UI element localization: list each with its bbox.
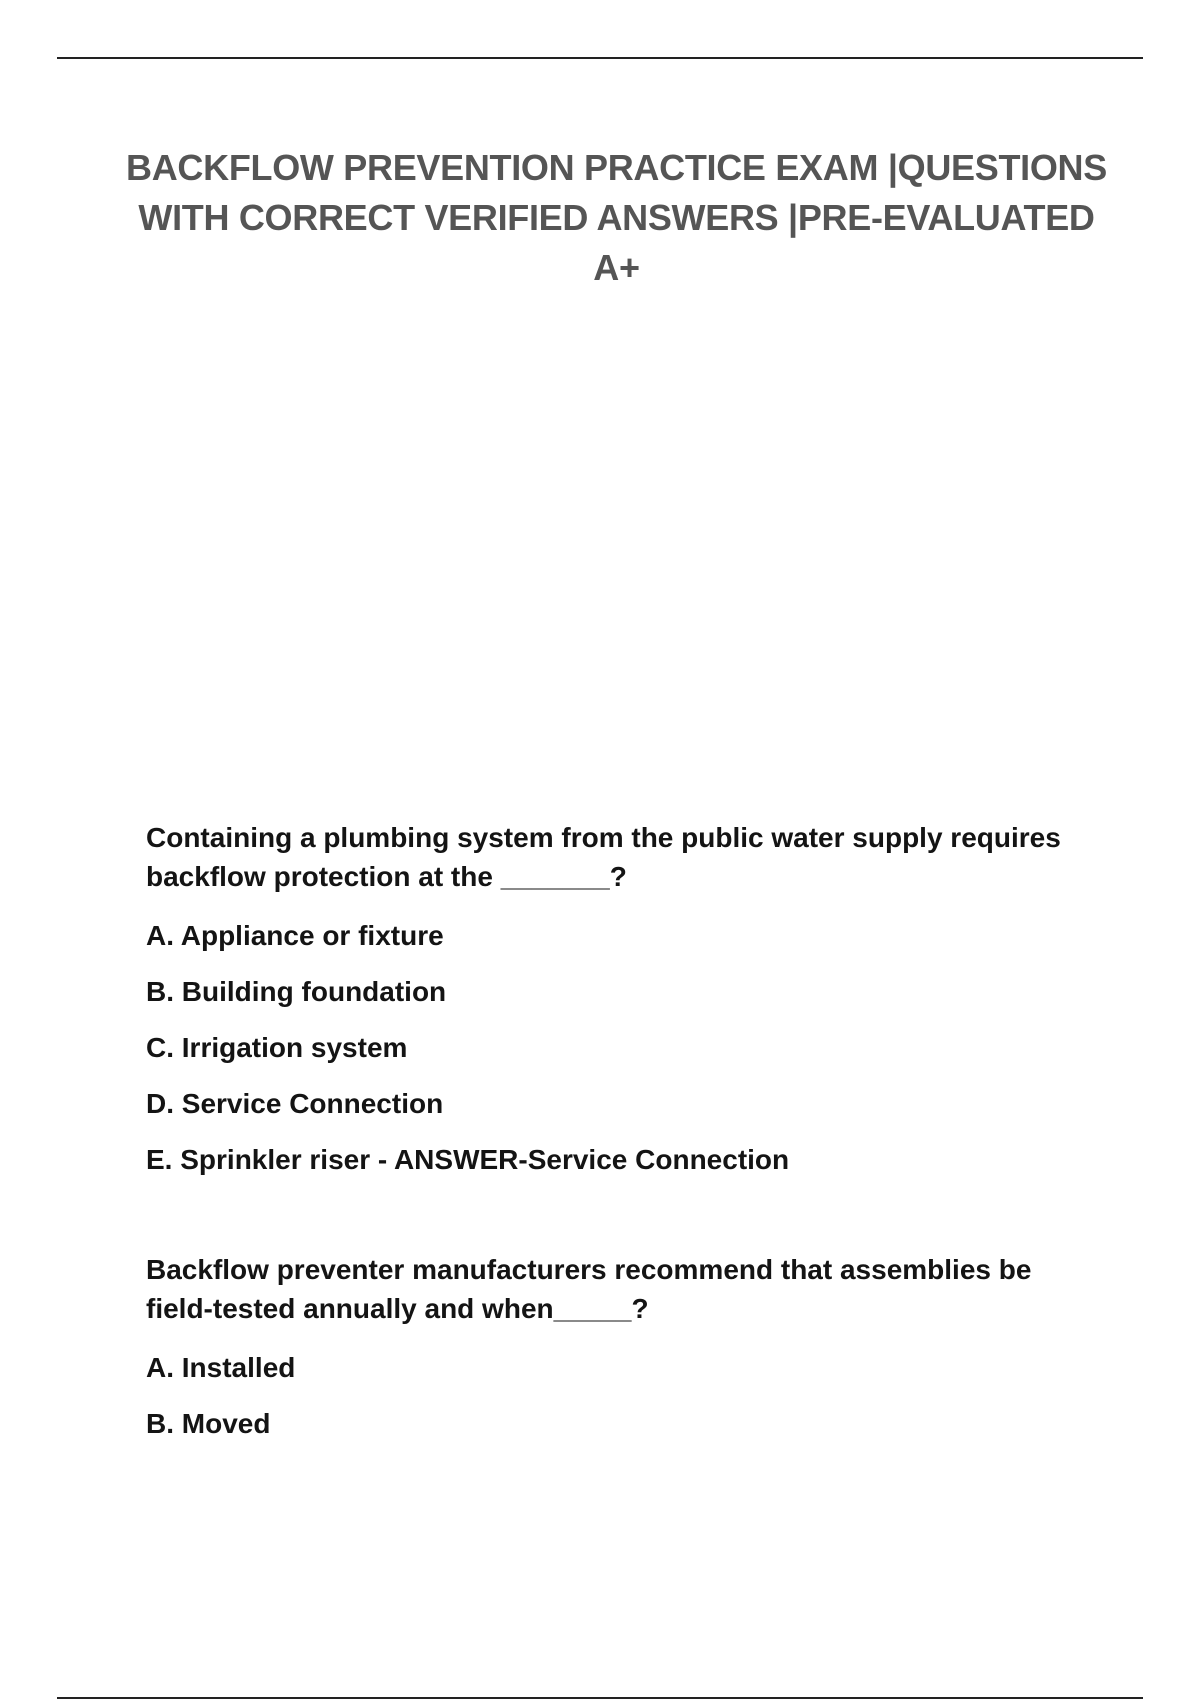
answer-option-c: C. Irrigation system xyxy=(146,1032,408,1063)
question-block-1 xyxy=(146,818,1076,1176)
question-block-2 xyxy=(146,1250,1076,1440)
answer-option-a: A. Installed xyxy=(146,1352,296,1383)
bottom-divider xyxy=(57,1697,1143,1699)
answer-option-e: E. Sprinkler riser - ANSWER-Service Connection xyxy=(146,1144,790,1175)
top-divider xyxy=(57,57,1143,59)
answer-option-b: B. Building foundation xyxy=(146,976,447,1007)
question-text: Containing a plumbing system from the public water supply requires backflow protection at the _______? xyxy=(146,822,1061,892)
question-text: Backflow preventer manufacturers recommend that assemblies be field-tested annually and when_____? xyxy=(146,1254,1032,1324)
document-title xyxy=(120,143,1113,293)
title-line-3: A+ xyxy=(593,247,640,288)
answer-option-a: A. Appliance or fixture xyxy=(146,920,444,951)
title-line-2: WITH CORRECT VERIFIED ANSWERS |PRE-EVALUATED xyxy=(138,197,1095,238)
answer-option-d: D. Service Connection xyxy=(146,1088,444,1119)
title-line-1: BACKFLOW PREVENTION PRACTICE EXAM |QUESTIONS xyxy=(126,147,1107,188)
answer-option-b: B. Moved xyxy=(146,1408,271,1439)
